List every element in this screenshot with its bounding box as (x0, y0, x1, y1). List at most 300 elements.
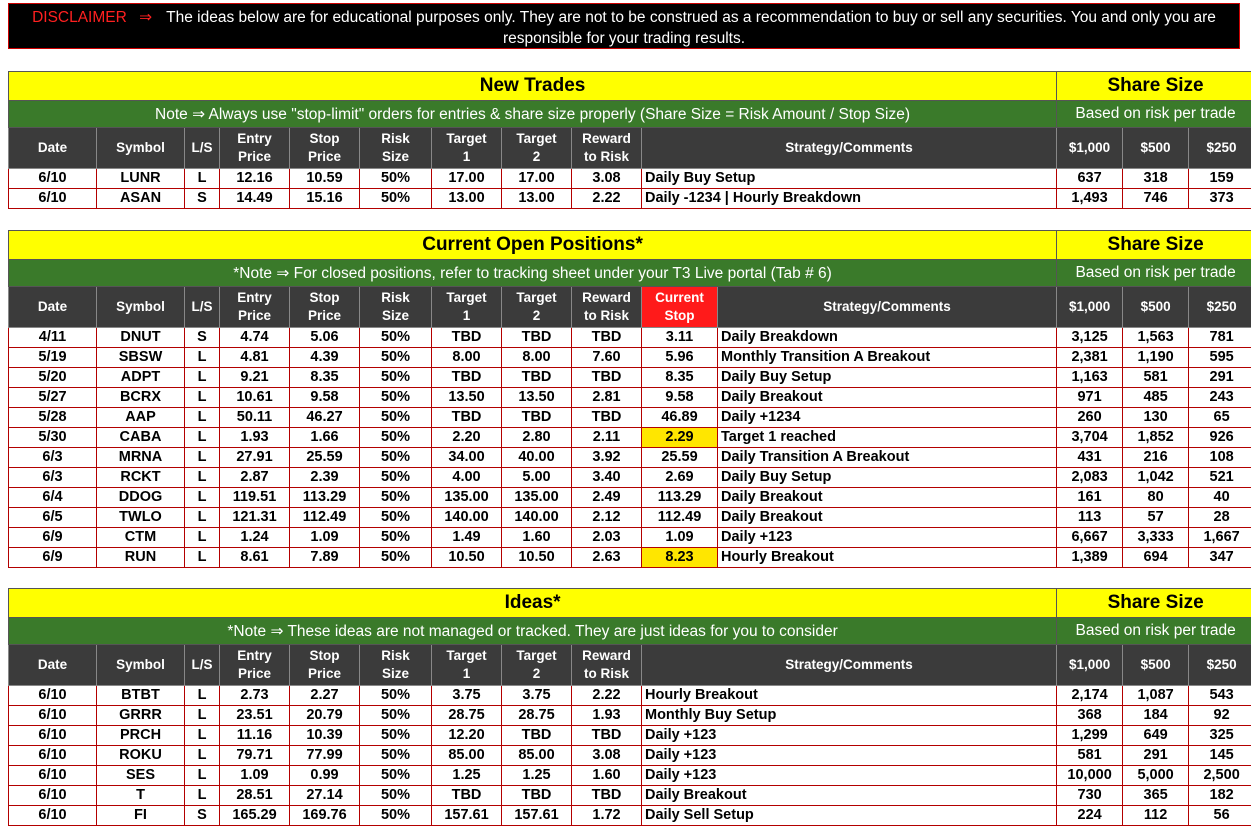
cell: 112.49 (290, 508, 360, 528)
col-share-1: $500 (1123, 645, 1189, 686)
cell: 23.51 (220, 706, 290, 726)
cell: 17.00 (502, 169, 572, 189)
table-row (9, 528, 1251, 548)
col-symbol: Symbol (97, 128, 185, 169)
cell: Daily -1234 | Hourly Breakdown (642, 189, 1057, 209)
cell: Daily +1234 (718, 408, 1057, 428)
cell: 4.74 (220, 328, 290, 348)
cell: TBD (502, 328, 572, 348)
cell: SES (97, 766, 185, 786)
table-row (9, 428, 1251, 448)
cell: 113.29 (290, 488, 360, 508)
cell: 50% (360, 169, 432, 189)
col-date: Date (9, 645, 97, 686)
cell: Hourly Breakout (718, 548, 1057, 568)
cell: 8.00 (502, 348, 572, 368)
col-share-0: $1,000 (1057, 128, 1123, 169)
cell: 2.11 (572, 428, 642, 448)
cell: 8.23 (642, 548, 718, 568)
disclaimer-label: DISCLAIMER (32, 9, 127, 26)
share-size-title: Share Size (1057, 231, 1251, 260)
cell: L (185, 766, 220, 786)
cell: 10.59 (290, 169, 360, 189)
cell: 40 (1189, 488, 1251, 508)
col-risk: Risk Size (360, 645, 432, 686)
cell: 291 (1189, 368, 1251, 388)
cell: 637 (1057, 169, 1123, 189)
cell: 5.06 (290, 328, 360, 348)
cell: 9.21 (220, 368, 290, 388)
cell: 6/10 (9, 786, 97, 806)
cell: TBD (502, 408, 572, 428)
cell: 50% (360, 746, 432, 766)
cell: LUNR (97, 169, 185, 189)
cell: L (185, 786, 220, 806)
cell: 108 (1189, 448, 1251, 468)
cell: RUN (97, 548, 185, 568)
cell: 11.16 (220, 726, 290, 746)
cell: Daily Breakout (718, 488, 1057, 508)
cell: 8.61 (220, 548, 290, 568)
cell: 40.00 (502, 448, 572, 468)
cell: 85.00 (432, 746, 502, 766)
note-row (9, 101, 1251, 128)
cell: 50% (360, 348, 432, 368)
cell: 3,704 (1057, 428, 1123, 448)
cell: 6/4 (9, 488, 97, 508)
cell: 1.60 (572, 766, 642, 786)
cell: 2.27 (290, 686, 360, 706)
cell: 1,493 (1057, 189, 1123, 209)
cell: 746 (1123, 189, 1189, 209)
table-row (9, 706, 1251, 726)
col-reward-risk: Reward to Risk (572, 128, 642, 169)
cell: 365 (1123, 786, 1189, 806)
cell: 971 (1057, 388, 1123, 408)
col-reward-risk: Reward to Risk (572, 287, 642, 328)
cell: 5/20 (9, 368, 97, 388)
cell: 6/10 (9, 806, 97, 826)
cell: 112.49 (642, 508, 718, 528)
cell: TBD (502, 786, 572, 806)
col-share-2: $250 (1189, 645, 1251, 686)
col-target-2: Target 2 (502, 128, 572, 169)
cell: GRRR (97, 706, 185, 726)
col-risk: Risk Size (360, 287, 432, 328)
cell: 182 (1189, 786, 1251, 806)
cell: L (185, 428, 220, 448)
table-row (9, 548, 1251, 568)
cell: 368 (1057, 706, 1123, 726)
cell: 2.63 (572, 548, 642, 568)
cell: 6/10 (9, 169, 97, 189)
cell: 28.51 (220, 786, 290, 806)
cell: 20.79 (290, 706, 360, 726)
cell: 4.39 (290, 348, 360, 368)
cell: 3,125 (1057, 328, 1123, 348)
cell: 1,163 (1057, 368, 1123, 388)
table-row (9, 189, 1251, 209)
ideas-table (8, 588, 1251, 826)
cell: BTBT (97, 686, 185, 706)
col-date: Date (9, 128, 97, 169)
section-title: Current Open Positions* (9, 231, 1057, 260)
cell: 373 (1189, 189, 1251, 209)
cell: 50% (360, 508, 432, 528)
col-strategy: Strategy/Comments (642, 128, 1057, 169)
cell: 9.58 (290, 388, 360, 408)
cell: 28.75 (432, 706, 502, 726)
cell: 260 (1057, 408, 1123, 428)
table-row (9, 726, 1251, 746)
cell: L (185, 408, 220, 428)
cell: 50% (360, 428, 432, 448)
cell: 159 (1189, 169, 1251, 189)
table-row (9, 408, 1251, 428)
col-date: Date (9, 287, 97, 328)
cell: 92 (1189, 706, 1251, 726)
cell: CABA (97, 428, 185, 448)
cell: SBSW (97, 348, 185, 368)
cell: TBD (432, 786, 502, 806)
cell: 2.20 (432, 428, 502, 448)
cell: 216 (1123, 448, 1189, 468)
cell: 50% (360, 468, 432, 488)
cell: Daily Breakout (718, 508, 1057, 528)
cell: L (185, 348, 220, 368)
cell: 2.80 (502, 428, 572, 448)
cell: 50% (360, 368, 432, 388)
cell: Daily Buy Setup (718, 468, 1057, 488)
cell: 85.00 (502, 746, 572, 766)
cell: 291 (1123, 746, 1189, 766)
cell: L (185, 746, 220, 766)
cell: L (185, 686, 220, 706)
cell: L (185, 706, 220, 726)
cell: L (185, 448, 220, 468)
cell: 730 (1057, 786, 1123, 806)
cell: 5.96 (642, 348, 718, 368)
cell: L (185, 388, 220, 408)
table-row (9, 368, 1251, 388)
cell: 27.14 (290, 786, 360, 806)
cell: Daily +123 (642, 746, 1057, 766)
cell: L (185, 548, 220, 568)
cell: 8.35 (290, 368, 360, 388)
cell: 926 (1189, 428, 1251, 448)
cell: 5/30 (9, 428, 97, 448)
cell: 2.69 (642, 468, 718, 488)
cell: Daily Transition A Breakout (718, 448, 1057, 468)
cell: 46.89 (642, 408, 718, 428)
cell: L (185, 368, 220, 388)
cell: 1.09 (220, 766, 290, 786)
table-row (9, 169, 1251, 189)
cell: 521 (1189, 468, 1251, 488)
cell: RCKT (97, 468, 185, 488)
cell: 649 (1123, 726, 1189, 746)
cell: Monthly Buy Setup (642, 706, 1057, 726)
cell: 595 (1189, 348, 1251, 368)
cell: 243 (1189, 388, 1251, 408)
cell: 157.61 (502, 806, 572, 826)
cell: L (185, 726, 220, 746)
col-target-2: Target 2 (502, 645, 572, 686)
cell: 6/10 (9, 686, 97, 706)
table-row (9, 388, 1251, 408)
table-row (9, 686, 1251, 706)
col-symbol: Symbol (97, 287, 185, 328)
cell: TWLO (97, 508, 185, 528)
cell: L (185, 468, 220, 488)
cell: 165.29 (220, 806, 290, 826)
disclaimer-text: The ideas below are for educational purposes only. They are not to be construed as a recommendation to buy or sell any securities. You and only you are responsible for your trading results. (166, 9, 1216, 47)
cell: Daily +123 (718, 528, 1057, 548)
cell: 1,563 (1123, 328, 1189, 348)
cell: 5.00 (502, 468, 572, 488)
cell: 5,000 (1123, 766, 1189, 786)
table-row (9, 328, 1251, 348)
cell: 6/10 (9, 726, 97, 746)
col-entry: Entry Price (220, 128, 290, 169)
cell: 6/3 (9, 468, 97, 488)
cell: 2.49 (572, 488, 642, 508)
cell: 50% (360, 189, 432, 209)
cell: 3.92 (572, 448, 642, 468)
cell: Monthly Transition A Breakout (718, 348, 1057, 368)
cell: TBD (572, 328, 642, 348)
cell: 50% (360, 328, 432, 348)
cell: 5/28 (9, 408, 97, 428)
cell: ASAN (97, 189, 185, 209)
cell: 2,500 (1189, 766, 1251, 786)
cell: 2.81 (572, 388, 642, 408)
cell: 5/27 (9, 388, 97, 408)
cell: 1,087 (1123, 686, 1189, 706)
cell: 50% (360, 528, 432, 548)
cell: L (185, 528, 220, 548)
cell: 694 (1123, 548, 1189, 568)
cell: 347 (1189, 548, 1251, 568)
col-target-2: Target 2 (502, 287, 572, 328)
share-size-note: Based on risk per trade (1057, 260, 1251, 287)
cell: 9.58 (642, 388, 718, 408)
cell: 3.75 (502, 686, 572, 706)
cell: 113.29 (642, 488, 718, 508)
cell: 13.00 (502, 189, 572, 209)
cell: Daily Breakout (718, 388, 1057, 408)
cell: TBD (572, 786, 642, 806)
cell: 2,381 (1057, 348, 1123, 368)
cell: 27.91 (220, 448, 290, 468)
col-share-1: $500 (1123, 287, 1189, 328)
cell: 1.09 (642, 528, 718, 548)
cell: Daily Buy Setup (642, 169, 1057, 189)
cell: 2.39 (290, 468, 360, 488)
cell: 1.25 (502, 766, 572, 786)
cell: 2.22 (572, 686, 642, 706)
title-row (9, 72, 1251, 101)
cell: 57 (1123, 508, 1189, 528)
cell: T (97, 786, 185, 806)
title-row (9, 589, 1251, 618)
cell: 6/9 (9, 528, 97, 548)
col-target-1: Target 1 (432, 128, 502, 169)
cell: 318 (1123, 169, 1189, 189)
col-share-1: $500 (1123, 128, 1189, 169)
cell: 65 (1189, 408, 1251, 428)
header-row (9, 128, 1251, 169)
cell: DNUT (97, 328, 185, 348)
cell: 1.49 (432, 528, 502, 548)
cell: 3.40 (572, 468, 642, 488)
cell: 1,667 (1189, 528, 1251, 548)
cell: 135.00 (432, 488, 502, 508)
cell: 10.61 (220, 388, 290, 408)
cell: S (185, 189, 220, 209)
cell: 8.35 (642, 368, 718, 388)
cell: 46.27 (290, 408, 360, 428)
cell: 2.87 (220, 468, 290, 488)
cell: 485 (1123, 388, 1189, 408)
cell: 431 (1057, 448, 1123, 468)
cell: CTM (97, 528, 185, 548)
note-row (9, 260, 1251, 287)
cell: Daily Sell Setup (642, 806, 1057, 826)
col-target-1: Target 1 (432, 287, 502, 328)
table-row (9, 766, 1251, 786)
section-note: Note ⇒ Always use "stop-limit" orders for entries & share size properly (Share Size = Risk Amount / Stop Size) (9, 101, 1057, 128)
cell: MRNA (97, 448, 185, 468)
cell: 50.11 (220, 408, 290, 428)
cell: 1.24 (220, 528, 290, 548)
header-row (9, 287, 1251, 328)
cell: 15.16 (290, 189, 360, 209)
cell: 1,389 (1057, 548, 1123, 568)
cell: 112 (1123, 806, 1189, 826)
cell: TBD (432, 408, 502, 428)
cell: PRCH (97, 726, 185, 746)
col-reward-risk: Reward to Risk (572, 645, 642, 686)
header-row (9, 645, 1251, 686)
table-row (9, 508, 1251, 528)
cell: Target 1 reached (718, 428, 1057, 448)
col-target-1: Target 1 (432, 645, 502, 686)
cell: 3.08 (572, 746, 642, 766)
cell: TBD (572, 368, 642, 388)
cell: BCRX (97, 388, 185, 408)
cell: 50% (360, 726, 432, 746)
cell: 50% (360, 706, 432, 726)
open-positions-table (8, 230, 1251, 568)
cell: 25.59 (642, 448, 718, 468)
cell: 161 (1057, 488, 1123, 508)
share-size-note: Based on risk per trade (1057, 101, 1251, 128)
cell: ROKU (97, 746, 185, 766)
cell: 224 (1057, 806, 1123, 826)
cell: 6,667 (1057, 528, 1123, 548)
cell: 119.51 (220, 488, 290, 508)
col-risk: Risk Size (360, 128, 432, 169)
cell: 50% (360, 488, 432, 508)
col-strategy: Strategy/Comments (718, 287, 1057, 328)
cell: 1.93 (220, 428, 290, 448)
cell: 28 (1189, 508, 1251, 528)
cell: 6/3 (9, 448, 97, 468)
cell: Hourly Breakout (642, 686, 1057, 706)
section-note: *Note ⇒ For closed positions, refer to tracking sheet under your T3 Live portal (Tab # 6) (9, 260, 1057, 287)
cell: 7.60 (572, 348, 642, 368)
cell: 6/10 (9, 766, 97, 786)
cell: 13.50 (502, 388, 572, 408)
cell: 0.99 (290, 766, 360, 786)
cell: 2,174 (1057, 686, 1123, 706)
col-ls: L/S (185, 128, 220, 169)
cell: 79.71 (220, 746, 290, 766)
cell: 4.81 (220, 348, 290, 368)
cell: 6/10 (9, 706, 97, 726)
cell: Daily +123 (642, 726, 1057, 746)
cell: 2.12 (572, 508, 642, 528)
col-current-stop: Current Stop (642, 287, 718, 328)
cell: 2,083 (1057, 468, 1123, 488)
cell: 135.00 (502, 488, 572, 508)
cell: Daily +123 (642, 766, 1057, 786)
share-size-note: Based on risk per trade (1057, 618, 1251, 645)
cell: 13.00 (432, 189, 502, 209)
cell: 10.39 (290, 726, 360, 746)
cell: 6/5 (9, 508, 97, 528)
cell: TBD (502, 368, 572, 388)
table-row (9, 448, 1251, 468)
cell: 3,333 (1123, 528, 1189, 548)
cell: 5/19 (9, 348, 97, 368)
disclaimer-banner (8, 3, 1240, 49)
cell: AAP (97, 408, 185, 428)
col-share-2: $250 (1189, 128, 1251, 169)
cell: 1.60 (502, 528, 572, 548)
col-symbol: Symbol (97, 645, 185, 686)
cell: 1,190 (1123, 348, 1189, 368)
table-row (9, 488, 1251, 508)
new-trades-table (8, 71, 1251, 209)
cell: FI (97, 806, 185, 826)
cell: 3.08 (572, 169, 642, 189)
col-ls: L/S (185, 645, 220, 686)
col-stop: Stop Price (290, 645, 360, 686)
table-row (9, 806, 1251, 826)
cell: 50% (360, 686, 432, 706)
cell: 3.75 (432, 686, 502, 706)
cell: 1.93 (572, 706, 642, 726)
cell: DDOG (97, 488, 185, 508)
section-title: Ideas* (9, 589, 1057, 618)
cell: 1.72 (572, 806, 642, 826)
cell: TBD (502, 726, 572, 746)
cell: 17.00 (432, 169, 502, 189)
cell: 50% (360, 548, 432, 568)
cell: 50% (360, 766, 432, 786)
cell: 2.03 (572, 528, 642, 548)
col-share-0: $1,000 (1057, 287, 1123, 328)
cell: 14.49 (220, 189, 290, 209)
cell: 1.66 (290, 428, 360, 448)
table-row (9, 746, 1251, 766)
cell: TBD (572, 408, 642, 428)
cell: 77.99 (290, 746, 360, 766)
cell: 50% (360, 448, 432, 468)
cell: 13.50 (432, 388, 502, 408)
